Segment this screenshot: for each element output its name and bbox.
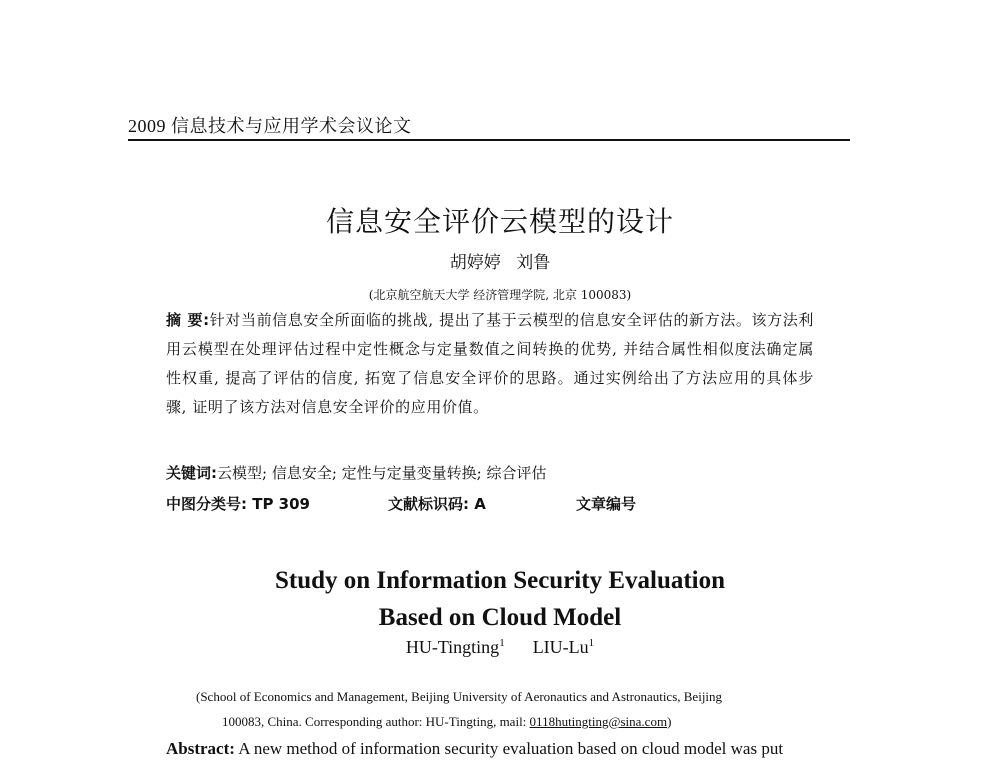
en-affiliation-line2 [196,709,836,734]
cn-authors: 胡婷婷 刘鲁 [449,253,551,273]
document-code: 文献标识码: A [388,495,486,513]
en-affiliation [196,684,836,734]
en-author-2-sup: 1 [588,637,595,649]
header-rule [128,139,850,141]
en-affiliation-line2-prefix: 100083, China. Corresponding author: HU-Tingting, mail: [222,714,530,729]
cn-abstract-text: 针对当前信息安全所面临的挑战, 提出了基于云模型的信息安全评估的新方法。该方法利用云模型在处理评估过程中定性概念与定量数值之间转换的优势, 并结合属性相似度法确定属性权重, 提高了评估的信度, 拓宽了信息安全评价的思路。通过实例给出了方法应用的具体步骤, 证明了该方法对信息安全评价的应用价值。 [166,311,814,416]
en-author-1: HU-Tingting [405,637,500,657]
en-affiliation-line2-suffix: ) [667,714,672,729]
cn-keywords [166,462,826,483]
en-title-line1: Study on Information Security Evaluation [274,567,726,594]
cn-keywords-label: 关键词: [166,464,217,482]
en-abstract [166,739,826,759]
article-number: 文章编号 [576,495,637,513]
en-author-2: LIU-Lu [532,637,589,657]
en-title [0,562,1000,636]
email-link[interactable]: 0118hutingting@sina.com [529,714,668,729]
cn-abstract-label: 摘 要: [166,311,210,329]
en-abstract-text: A new method of information security evaluation based on cloud model was put [238,739,784,758]
cn-title: 信息安全评价云模型的设计 [325,205,674,238]
cn-keywords-text: 云模型; 信息安全; 定性与定量变量转换; 综合评估 [217,464,547,482]
clc-number: 中图分类号: TP 309 [166,495,310,513]
en-author-1-sup: 1 [499,637,505,649]
running-header: 2009 信息技术与应用学术会议论文 [128,116,412,136]
en-affiliation-line1: (School of Economics and Management, Beijing University of Aeronautics and Astronautics, Beijing [196,689,723,704]
cn-affiliation: (北京航空航天大学 经济管理学院, 北京 100083) [368,288,632,302]
en-title-line2: Based on Cloud Model [378,604,622,631]
cn-classification [166,493,826,514]
en-authors [0,637,1000,658]
cn-abstract [166,306,814,422]
en-abstract-label: Abstract: [166,739,235,758]
